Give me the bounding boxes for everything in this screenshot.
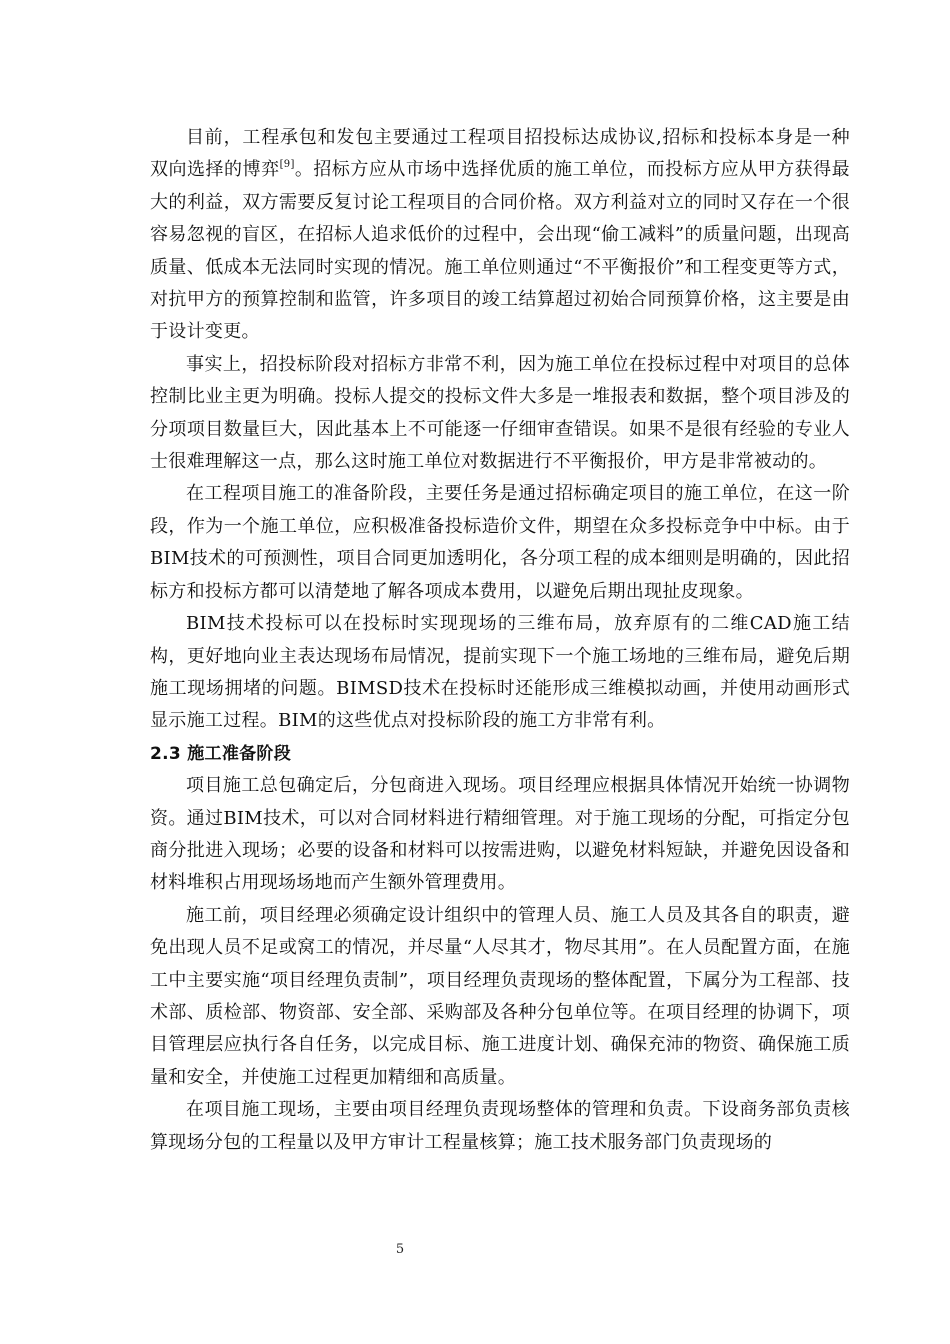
paragraph-bidding-disadvantage: 事实上，招投标阶段对招标方非常不利，因为施工单位在投标过程中对项目的总体控制比业主更为明确。投标人提交的投标文件大多是一堆报表和数据，整个项目涉及的分项项目数量巨大，因此基本上不可能逐一仔细审查错误。如果不是很有经验的专业人士很难理解这一点，那么这时施工单位对数据进行不平衡报价，甲方是非常被动的。	[150, 353, 850, 473]
page-content	[150, 122, 850, 1159]
citation-reference: [9]	[279, 159, 295, 171]
paragraph-bidding-intro	[150, 122, 850, 349]
paragraph-subcontractor-entry: 项目施工总包确定后，分包商进入现场。项目经理应根据具体情况开始统一协调物资。通过BIM技术，可以对合同材料进行精细管理。对于施工现场的分配，可指定分包商分批进入现场；必要的设备和材料可以按需进购，以避免材料短缺，并避免因设备和材料堆积占用现场场地而产生额外管理费用。	[150, 775, 850, 894]
paragraph-text: 。招标方应从市场中选择优质的施工单位，而投标方应从甲方获得最大的利益，双方需要反复讨论工程项目的合同价格。双方利益对立的同时又存在一个很容易忽视的盲区，在招标人追求低价的过程中，会出现“偷工减料”的质量问题，出现高质量、低成本无法同时实现的情况。施工单位则通过“不平衡报价”和工程变更等方式，对抗甲方的预算控制和监管，许多项目的竣工结算超过初始合同预算价格，这主要是由于设计变更。	[150, 159, 850, 343]
paragraph-site-management: 在项目施工现场，主要由项目经理负责现场整体的管理和负责。下设商务部负责核算现场分包的工程量以及甲方审计工程量核算；施工技术服务部门负责现场的	[150, 1099, 850, 1153]
section-heading: 2.3 施工准备阶段	[150, 743, 292, 764]
paragraph-text: 目前，工程承包和发包主要通过工程项目招投标达成协议,招标和投标本身是一种双向选择的博弈	[150, 127, 850, 181]
paragraph-bim-bidding: BIM技术投标可以在投标时实现现场的三维布局，放弃原有的二维CAD施工结构，更好地向业主表达现场布局情况，提前实现下一个施工场地的三维布局，避免后期施工现场拥堵的问题。BIMSD技术在投标时还能形成三维模拟动画，并使用动画形式显示施工过程。BIM的这些优点对投标阶段的施工方非常有利。	[150, 613, 850, 732]
page-number: 5	[395, 1242, 405, 1257]
paragraph-preparation-stage: 在工程项目施工的准备阶段，主要任务是通过招标确定项目的施工单位，在这一阶段，作为一个施工单位，应积极准备投标造价文件，期望在众多投标竞争中中标。由于BIM技术的可预测性，项目合同更加透明化，各分项工程的成本细则是明确的，因此招标方和投标方都可以清楚地了解各项成本费用，以避免后期出现扯皮现象。	[150, 483, 850, 602]
paragraph-personnel-allocation: 施工前，项目经理必须确定设计组织中的管理人员、施工人员及其各自的职责，避免出现人员不足或窝工的情况，并尽量“人尽其才，物尽其用”。在人员配置方面，在施工中主要实施“项目经理负责制”，项目经理负责现场的整体配置，下属分为工程部、技术部、质检部、物资部、安全部、采购部及各种分包单位等。在项目经理的协调下，项目管理层应执行各自任务，以完成目标、施工进度计划、确保充沛的物资、确保施工质量和安全，并使施工过程更加精细和高质量。	[150, 904, 850, 1088]
